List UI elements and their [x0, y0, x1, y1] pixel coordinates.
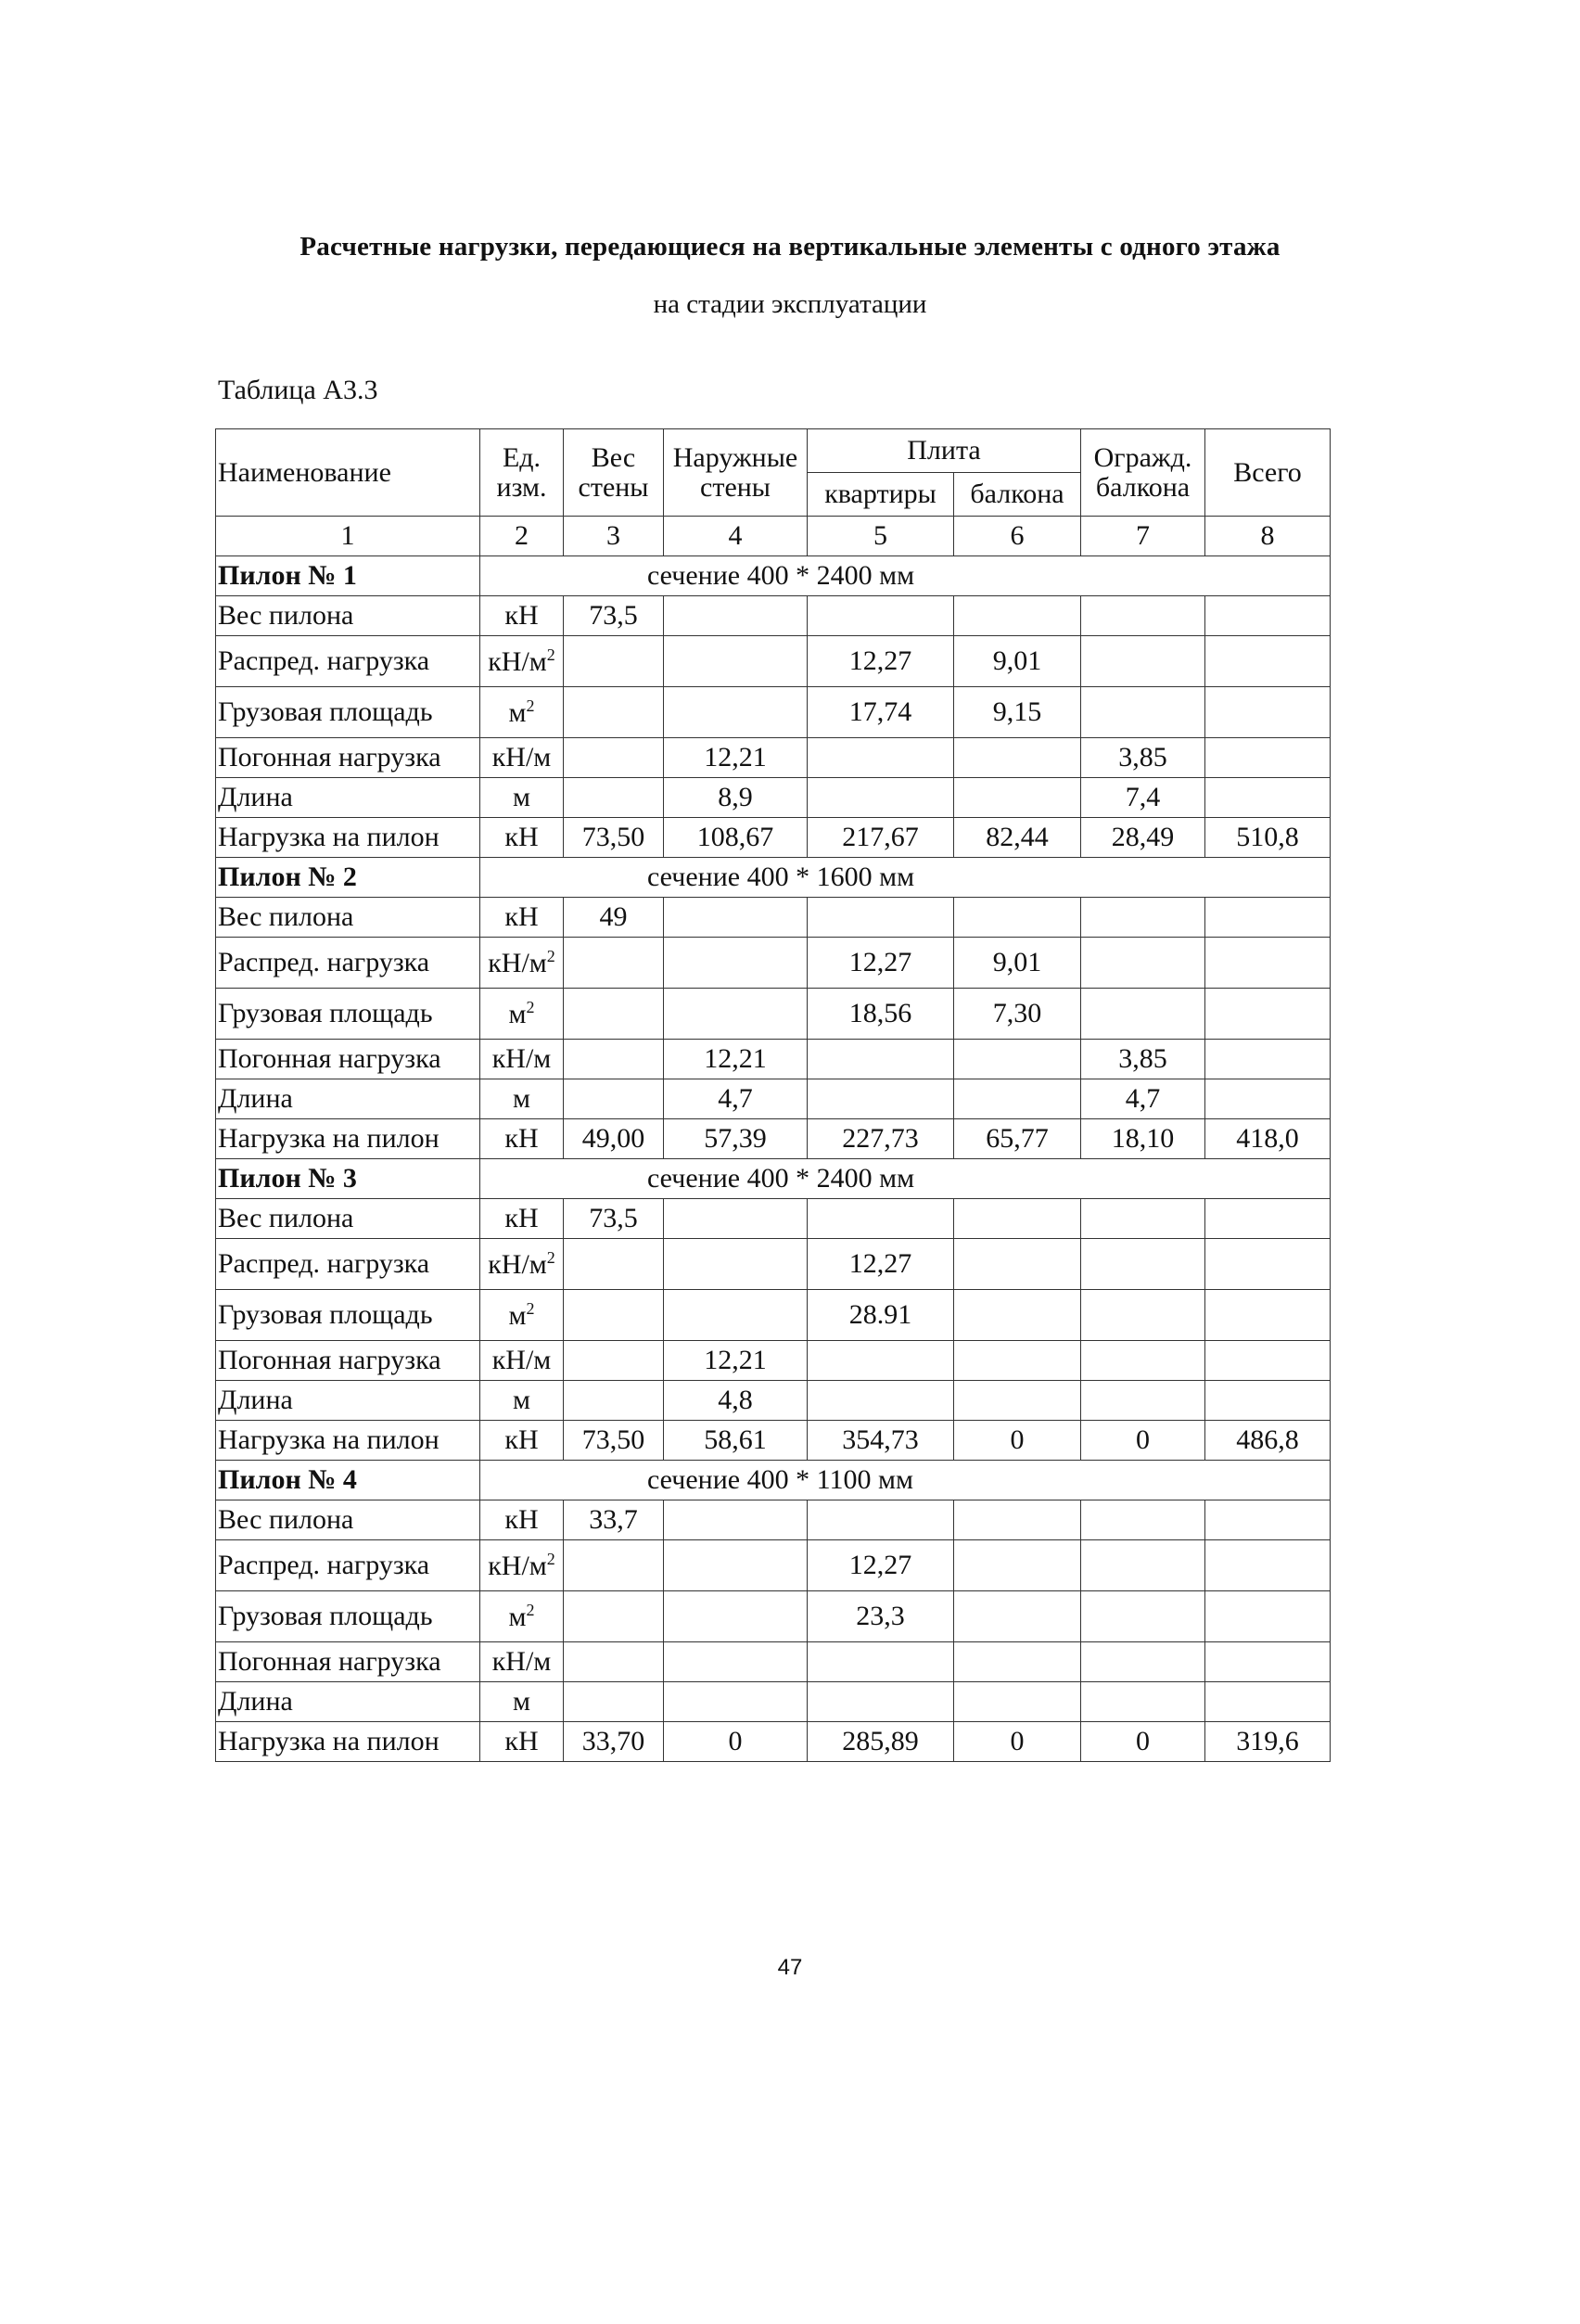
value-cell-c6: 9,15: [954, 687, 1081, 738]
row-unit-superscript: 2: [546, 645, 555, 664]
row-unit: кН: [504, 1424, 539, 1455]
row-unit-cell: [480, 1199, 564, 1239]
table-row: [216, 938, 1331, 989]
row-unit: м: [513, 782, 530, 812]
header-unit-line1: Ед.: [502, 442, 542, 473]
value-cell-c7: 7,4: [1081, 778, 1205, 818]
row-unit: кН: [504, 901, 539, 932]
value-cell-c7: [1081, 1500, 1205, 1540]
header-fence-line1: Огражд.: [1093, 442, 1192, 473]
value-cell-c8: [1205, 1591, 1331, 1642]
row-name: Длина: [216, 1381, 480, 1421]
value-cell-c6: [954, 1199, 1081, 1239]
value-cell-c3: [564, 738, 664, 778]
row-unit-cell: [480, 596, 564, 636]
row-name: Погонная нагрузка: [216, 1040, 480, 1079]
row-unit: м: [508, 1601, 527, 1632]
value-cell-c5: 227,73: [808, 1119, 954, 1159]
row-name: Распред. нагрузка: [216, 938, 480, 989]
header-unit: [480, 429, 564, 517]
value-cell-c4: [664, 636, 808, 687]
value-cell-c4: [664, 687, 808, 738]
value-cell-c8: [1205, 1341, 1331, 1381]
value-cell-c8: [1205, 1682, 1331, 1722]
value-cell-c6: 65,77: [954, 1119, 1081, 1159]
header-slab: Плита: [808, 429, 1081, 473]
value-cell-c6: [954, 738, 1081, 778]
value-cell-c8: 418,0: [1205, 1119, 1331, 1159]
header-slab-apartment: квартиры: [808, 473, 954, 517]
header-wall-line2: стены: [578, 471, 649, 503]
row-name: Нагрузка на пилон: [216, 1722, 480, 1762]
value-cell-c8: [1205, 898, 1331, 938]
value-cell-c5: 354,73: [808, 1421, 954, 1461]
value-cell-c7: [1081, 898, 1205, 938]
value-cell-c3: [564, 1079, 664, 1119]
row-name: Нагрузка на пилон: [216, 818, 480, 858]
value-cell-c4: [664, 1239, 808, 1290]
value-cell-c4: [664, 596, 808, 636]
header-wall-weight: [564, 429, 664, 517]
header-unit-line2: изм.: [496, 471, 547, 503]
column-number-row: [216, 517, 1331, 556]
value-cell-c7: [1081, 1642, 1205, 1682]
value-cell-c3: [564, 778, 664, 818]
loads-table: [215, 428, 1331, 1762]
row-name: Грузовая площадь: [216, 1591, 480, 1642]
value-cell-c7: [1081, 596, 1205, 636]
value-cell-c4: 8,9: [664, 778, 808, 818]
document-subtitle: на стадии эксплуатации: [653, 289, 927, 319]
value-cell-c4: [664, 1199, 808, 1239]
value-cell-c5: 12,27: [808, 636, 954, 687]
value-cell-c3: [564, 1040, 664, 1079]
column-number: 2: [480, 517, 564, 556]
row-unit-cell: [480, 738, 564, 778]
value-cell-c8: [1205, 1642, 1331, 1682]
value-cell-c5: 28.91: [808, 1290, 954, 1341]
value-cell-c4: [664, 1682, 808, 1722]
value-cell-c5: 18,56: [808, 989, 954, 1040]
value-cell-c6: 0: [954, 1421, 1081, 1461]
value-cell-c8: [1205, 1239, 1331, 1290]
table-row: [216, 636, 1331, 687]
value-cell-c7: [1081, 1239, 1205, 1290]
value-cell-c6: 7,30: [954, 989, 1081, 1040]
value-cell-c3: [564, 1540, 664, 1591]
value-cell-c7: [1081, 938, 1205, 989]
value-cell-c5: [808, 1040, 954, 1079]
value-cell-c6: 82,44: [954, 818, 1081, 858]
row-unit: кН/м: [488, 645, 547, 677]
header-ext-line1: Наружные: [672, 442, 798, 473]
value-cell-c4: [664, 989, 808, 1040]
header-ext-line2: стены: [700, 471, 771, 503]
value-cell-c6: [954, 1642, 1081, 1682]
table-row: [216, 687, 1331, 738]
section-row: [216, 1461, 1331, 1500]
row-unit-cell: [480, 898, 564, 938]
value-cell-c5: [808, 1381, 954, 1421]
row-unit: м: [508, 998, 527, 1029]
section-title: Пилон № 4: [216, 1461, 480, 1500]
row-unit-cell: [480, 687, 564, 738]
row-unit-cell: [480, 778, 564, 818]
row-unit: кН: [504, 822, 539, 852]
value-cell-c8: [1205, 1500, 1331, 1540]
table-row: [216, 1119, 1331, 1159]
row-unit-superscript: 2: [526, 997, 535, 1016]
row-name: Погонная нагрузка: [216, 1642, 480, 1682]
value-cell-c6: [954, 1381, 1081, 1421]
value-cell-c7: [1081, 1199, 1205, 1239]
value-cell-c8: [1205, 1540, 1331, 1591]
table-label: Таблица А3.3: [218, 375, 378, 405]
value-cell-c5: 17,74: [808, 687, 954, 738]
table-row: [216, 596, 1331, 636]
row-unit: кН: [504, 1504, 539, 1535]
row-unit: кН: [504, 1123, 539, 1154]
table-row: [216, 1079, 1331, 1119]
row-name: Грузовая площадь: [216, 687, 480, 738]
row-name: Погонная нагрузка: [216, 1341, 480, 1381]
header-slab-balcony: балкона: [954, 473, 1081, 517]
value-cell-c7: [1081, 1381, 1205, 1421]
row-name: Длина: [216, 778, 480, 818]
value-cell-c5: 12,27: [808, 1239, 954, 1290]
value-cell-c8: [1205, 1040, 1331, 1079]
value-cell-c6: [954, 1290, 1081, 1341]
value-cell-c4: 12,21: [664, 1040, 808, 1079]
row-unit-superscript: 2: [526, 1600, 535, 1619]
row-name: Нагрузка на пилон: [216, 1119, 480, 1159]
row-unit-cell: [480, 818, 564, 858]
value-cell-c3: 49,00: [564, 1119, 664, 1159]
table-row: [216, 738, 1331, 778]
row-unit-superscript: 2: [526, 1298, 535, 1318]
value-cell-c7: [1081, 687, 1205, 738]
section-row: [216, 1159, 1331, 1199]
value-cell-c8: 486,8: [1205, 1421, 1331, 1461]
value-cell-c5: [808, 1682, 954, 1722]
table-row: [216, 778, 1331, 818]
column-number: 3: [564, 517, 664, 556]
row-name: Вес пилона: [216, 1199, 480, 1239]
table-row: [216, 1722, 1331, 1762]
value-cell-c4: [664, 1642, 808, 1682]
column-number: 8: [1205, 517, 1331, 556]
value-cell-c8: 510,8: [1205, 818, 1331, 858]
value-cell-c7: [1081, 1682, 1205, 1722]
value-cell-c8: [1205, 778, 1331, 818]
value-cell-c7: 18,10: [1081, 1119, 1205, 1159]
row-unit: кН/м: [488, 1550, 547, 1581]
row-unit: кН/м: [491, 1043, 552, 1074]
value-cell-c4: 12,21: [664, 738, 808, 778]
row-unit: м: [508, 696, 527, 728]
value-cell-c6: [954, 1040, 1081, 1079]
header-name: Наименование: [216, 429, 480, 517]
value-cell-c4: 108,67: [664, 818, 808, 858]
value-cell-c6: [954, 1341, 1081, 1381]
value-cell-c4: [664, 1500, 808, 1540]
row-unit-superscript: 2: [526, 696, 535, 715]
value-cell-c6: [954, 1500, 1081, 1540]
table-row: [216, 1642, 1331, 1682]
row-unit: м: [513, 1385, 530, 1415]
value-cell-c3: [564, 1591, 664, 1642]
value-cell-c5: [808, 1642, 954, 1682]
row-name: Длина: [216, 1682, 480, 1722]
row-unit-cell: [480, 636, 564, 687]
value-cell-c7: 3,85: [1081, 738, 1205, 778]
value-cell-c3: [564, 989, 664, 1040]
table-row: [216, 1500, 1331, 1540]
value-cell-c7: [1081, 1341, 1205, 1381]
value-cell-c3: 73,50: [564, 1421, 664, 1461]
value-cell-c3: [564, 1290, 664, 1341]
column-number: 5: [808, 517, 954, 556]
table-row: [216, 818, 1331, 858]
value-cell-c7: [1081, 1290, 1205, 1341]
column-number: 7: [1081, 517, 1205, 556]
value-cell-c7: [1081, 1591, 1205, 1642]
row-name: Грузовая площадь: [216, 989, 480, 1040]
section-description: сечение 400 * 1600 мм: [480, 858, 1331, 898]
column-number: 6: [954, 517, 1081, 556]
row-unit-cell: [480, 1682, 564, 1722]
value-cell-c6: [954, 898, 1081, 938]
value-cell-c3: [564, 1682, 664, 1722]
value-cell-c5: 12,27: [808, 1540, 954, 1591]
row-name: Распред. нагрузка: [216, 636, 480, 687]
row-unit-cell: [480, 1540, 564, 1591]
value-cell-c6: [954, 1540, 1081, 1591]
value-cell-c5: [808, 596, 954, 636]
row-unit-cell: [480, 1290, 564, 1341]
value-cell-c3: [564, 636, 664, 687]
value-cell-c4: [664, 938, 808, 989]
value-cell-c5: 12,27: [808, 938, 954, 989]
row-unit: кН: [504, 600, 539, 631]
value-cell-c3: [564, 1642, 664, 1682]
value-cell-c5: [808, 778, 954, 818]
value-cell-c7: [1081, 636, 1205, 687]
row-unit-cell: [480, 1500, 564, 1540]
value-cell-c3: 73,5: [564, 1199, 664, 1239]
row-unit-cell: [480, 1341, 564, 1381]
document-title: Расчетные нагрузки, передающиеся на вертикальные элементы с одного этажа: [299, 232, 1281, 262]
value-cell-c6: [954, 1079, 1081, 1119]
value-cell-c3: [564, 1239, 664, 1290]
value-cell-c8: [1205, 1290, 1331, 1341]
row-unit-cell: [480, 989, 564, 1040]
table-row: [216, 989, 1331, 1040]
value-cell-c8: [1205, 1199, 1331, 1239]
value-cell-c4: 0: [664, 1722, 808, 1762]
value-cell-c6: 9,01: [954, 636, 1081, 687]
value-cell-c8: [1205, 989, 1331, 1040]
value-cell-c6: 0: [954, 1722, 1081, 1762]
value-cell-c8: [1205, 1079, 1331, 1119]
table-row: [216, 898, 1331, 938]
value-cell-c8: [1205, 1381, 1331, 1421]
section-row: [216, 556, 1331, 596]
section-row: [216, 858, 1331, 898]
row-unit: кН/м: [488, 1248, 547, 1280]
section-description: сечение 400 * 2400 мм: [480, 1159, 1331, 1199]
row-unit-cell: [480, 1421, 564, 1461]
column-number: 4: [664, 517, 808, 556]
row-unit-cell: [480, 1381, 564, 1421]
header-fence-line2: балкона: [1095, 471, 1191, 503]
section-description: сечение 400 * 1100 мм: [480, 1461, 1331, 1500]
value-cell-c4: 57,39: [664, 1119, 808, 1159]
value-cell-c4: [664, 898, 808, 938]
value-cell-c4: 4,7: [664, 1079, 808, 1119]
value-cell-c5: [808, 1341, 954, 1381]
section-title: Пилон № 3: [216, 1159, 480, 1199]
value-cell-c4: [664, 1290, 808, 1341]
value-cell-c7: 0: [1081, 1421, 1205, 1461]
header-balcony-fence: [1081, 429, 1205, 517]
row-unit-cell: [480, 938, 564, 989]
value-cell-c5: 217,67: [808, 818, 954, 858]
table-row: [216, 1540, 1331, 1591]
section-title: Пилон № 2: [216, 858, 480, 898]
section-description: сечение 400 * 2400 мм: [480, 556, 1331, 596]
page-number: 47: [777, 1955, 803, 1980]
row-unit-superscript: 2: [546, 946, 555, 965]
row-name: Распред. нагрузка: [216, 1540, 480, 1591]
value-cell-c8: [1205, 938, 1331, 989]
row-name: Нагрузка на пилон: [216, 1421, 480, 1461]
value-cell-c3: [564, 938, 664, 989]
column-number: 1: [216, 517, 480, 556]
value-cell-c3: 73,50: [564, 818, 664, 858]
row-unit: м: [513, 1083, 530, 1114]
row-unit: м: [508, 1299, 527, 1331]
value-cell-c4: [664, 1540, 808, 1591]
value-cell-c3: [564, 687, 664, 738]
value-cell-c6: 9,01: [954, 938, 1081, 989]
value-cell-c5: 285,89: [808, 1722, 954, 1762]
row-name: Длина: [216, 1079, 480, 1119]
value-cell-c8: [1205, 596, 1331, 636]
value-cell-c6: [954, 1239, 1081, 1290]
row-name: Вес пилона: [216, 898, 480, 938]
value-cell-c7: 28,49: [1081, 818, 1205, 858]
table-row: [216, 1682, 1331, 1722]
table-row: [216, 1341, 1331, 1381]
value-cell-c4: 58,61: [664, 1421, 808, 1461]
value-cell-c8: [1205, 738, 1331, 778]
value-cell-c7: [1081, 989, 1205, 1040]
value-cell-c3: 49: [564, 898, 664, 938]
table-row: [216, 1591, 1331, 1642]
row-unit: м: [513, 1686, 530, 1717]
value-cell-c6: [954, 1591, 1081, 1642]
row-unit-cell: [480, 1239, 564, 1290]
row-name: Распред. нагрузка: [216, 1239, 480, 1290]
value-cell-c3: 33,70: [564, 1722, 664, 1762]
row-unit-cell: [480, 1591, 564, 1642]
row-unit-cell: [480, 1119, 564, 1159]
row-unit: кН/м: [488, 947, 547, 978]
value-cell-c5: [808, 1199, 954, 1239]
table-row: [216, 1199, 1331, 1239]
row-unit: кН/м: [491, 742, 552, 773]
value-cell-c7: 3,85: [1081, 1040, 1205, 1079]
table-row: [216, 1239, 1331, 1290]
row-name: Погонная нагрузка: [216, 738, 480, 778]
row-unit-cell: [480, 1722, 564, 1762]
value-cell-c7: 0: [1081, 1722, 1205, 1762]
value-cell-c4: [664, 1591, 808, 1642]
value-cell-c3: 33,7: [564, 1500, 664, 1540]
header-exterior-walls: [664, 429, 808, 517]
table-row: [216, 1381, 1331, 1421]
value-cell-c6: [954, 596, 1081, 636]
row-unit-superscript: 2: [546, 1549, 555, 1568]
value-cell-c8: [1205, 687, 1331, 738]
value-cell-c5: 23,3: [808, 1591, 954, 1642]
value-cell-c5: [808, 738, 954, 778]
row-name: Вес пилона: [216, 596, 480, 636]
table-row: [216, 1421, 1331, 1461]
table-row: [216, 1290, 1331, 1341]
row-unit: кН: [504, 1203, 539, 1233]
value-cell-c5: [808, 1079, 954, 1119]
row-unit: кН/м: [491, 1646, 552, 1677]
value-cell-c3: [564, 1381, 664, 1421]
value-cell-c8: 319,6: [1205, 1722, 1331, 1762]
section-title: Пилон № 1: [216, 556, 480, 596]
value-cell-c5: [808, 898, 954, 938]
row-unit-cell: [480, 1079, 564, 1119]
row-unit: кН: [504, 1726, 539, 1756]
value-cell-c3: [564, 1341, 664, 1381]
value-cell-c7: 4,7: [1081, 1079, 1205, 1119]
row-unit: кН/м: [491, 1345, 552, 1375]
row-name: Грузовая площадь: [216, 1290, 480, 1341]
value-cell-c8: [1205, 636, 1331, 687]
row-name: Вес пилона: [216, 1500, 480, 1540]
value-cell-c7: [1081, 1540, 1205, 1591]
value-cell-c5: [808, 1500, 954, 1540]
table-row: [216, 1040, 1331, 1079]
header-wall-line1: Вес: [591, 442, 636, 473]
header-row-1: [216, 429, 1331, 473]
row-unit-superscript: 2: [546, 1247, 555, 1267]
header-total: Всего: [1205, 429, 1331, 517]
value-cell-c6: [954, 778, 1081, 818]
row-unit-cell: [480, 1040, 564, 1079]
value-cell-c4: 12,21: [664, 1341, 808, 1381]
value-cell-c6: [954, 1682, 1081, 1722]
value-cell-c3: 73,5: [564, 596, 664, 636]
value-cell-c4: 4,8: [664, 1381, 808, 1421]
row-unit-cell: [480, 1642, 564, 1682]
